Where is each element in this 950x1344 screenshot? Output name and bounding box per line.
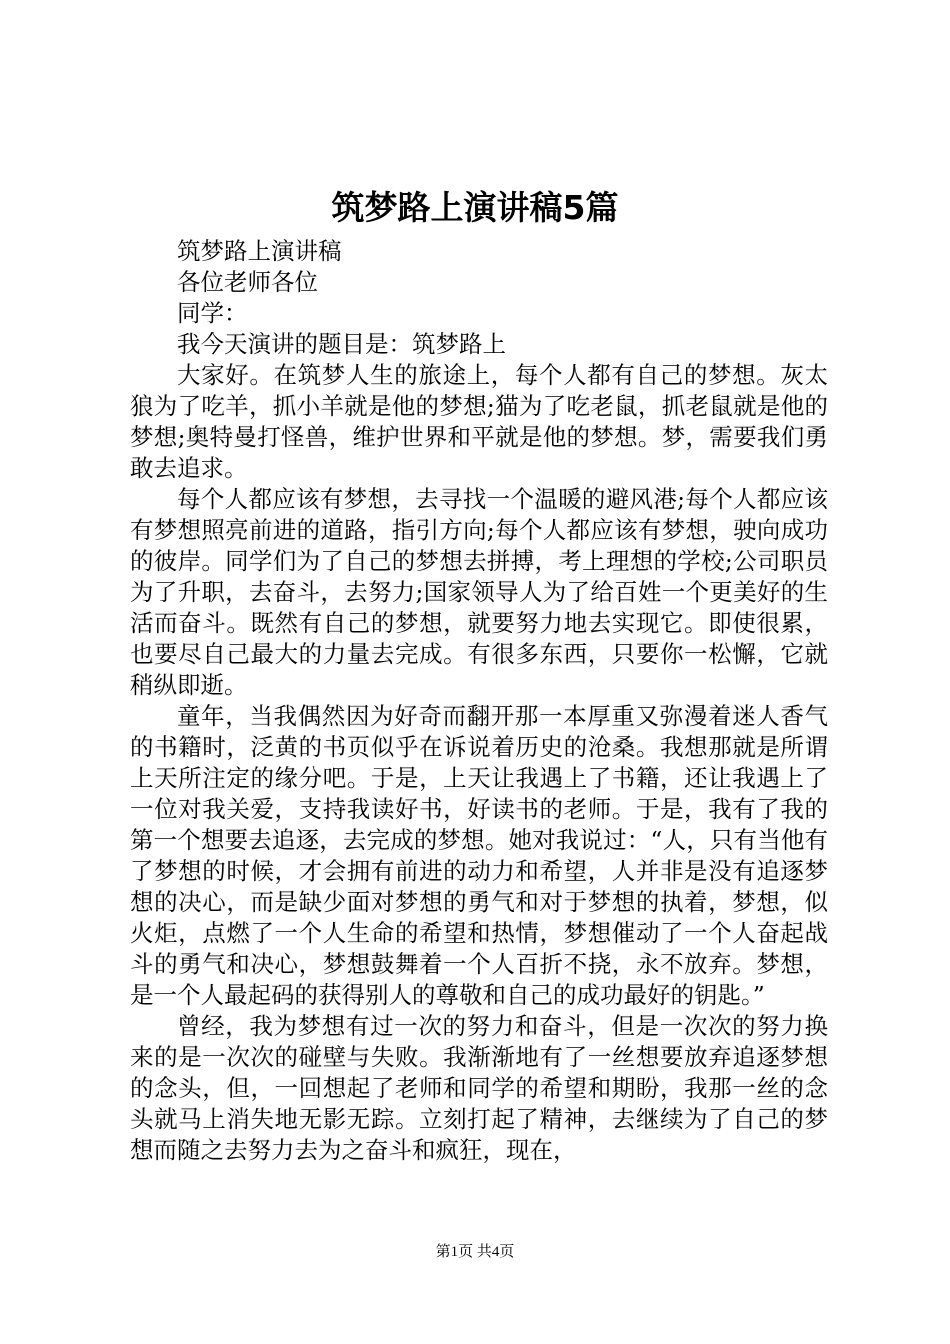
paragraph: 各位老师各位 [177, 268, 318, 296]
page-footer: 第1页 共4页 [435, 1244, 515, 1260]
paragraph: 同学： [177, 299, 248, 327]
document-body [130, 236, 828, 1166]
paragraph: 童年，当我偶然因为好奇而翻开那一本厚重又弥漫着迷人香气的书籍时，泛黄的书页似乎在诉说着历史的沧桑。我想那就是所谓上天所注定的缘分吧。于是，上天让我遇上了书籍，还让我遇上了一位对我关爱，支持我读好书，好读书的老师。于是，我有了我的第一个想要去追逐，去完成的梦想。她对我说过：“人，只有当他有了梦想的时候，才会拥有前进的动力和希望，人并非是没有追逐梦想的决心，而是缺少面对梦想的勇气和对于梦想的执着，梦想，似火炬，点燃了一个人生命的希望和热情，梦想催动了一个人奋起战斗的勇气和决心，梦想鼓舞着一个人百折不挠，永不放弃。梦想，是一个人最起码的获得别人的尊敬和自己的成功最好的钥匙。” [130, 702, 828, 1009]
paragraph: 曾经，我为梦想有过一次的努力和奋斗，但是一次次的努力换来的是一次次的碰壁与失败。我渐渐地有了一丝想要放弃追逐梦想的念头，但，一回想起了老师和同学的希望和期盼，我那一丝的念头就马上消失地无影无踪。立刻打起了精神，去继续为了自己的梦想而随之去努力去为之奋斗和疯狂，现在， [130, 1012, 828, 1164]
paragraph: 大家好。在筑梦人生的旅途上，每个人都有自己的梦想。灰太狼为了吃羊，抓小羊就是他的梦想;猫为了吃老鼠，抓老鼠就是他的梦想;奥特曼打怪兽，维护世界和平就是他的梦想。梦，需要我们勇敢去追求。 [130, 361, 828, 482]
paragraph: 筑梦路上演讲稿 [177, 237, 342, 265]
document-title: 筑梦路上演讲稿5篇 [331, 188, 619, 227]
paragraph: 我今天演讲的题目是：筑梦路上 [177, 330, 506, 358]
paragraph: 每个人都应该有梦想，去寻找一个温暖的避风港;每个人都应该有梦想照亮前进的道路，指引方向;每个人都应该有梦想，驶向成功的彼岸。同学们为了自己的梦想去拼搏，考上理想的学校;公司职员为了升职，去奋斗，去努力;国家领导人为了给百姓一个更美好的生活而奋斗。既然有自己的梦想，就要努力地去实现它。即使很累，也要尽自己最大的力量去完成。有很多东西，只要你一松懈，它就稍纵即逝。 [130, 485, 828, 699]
